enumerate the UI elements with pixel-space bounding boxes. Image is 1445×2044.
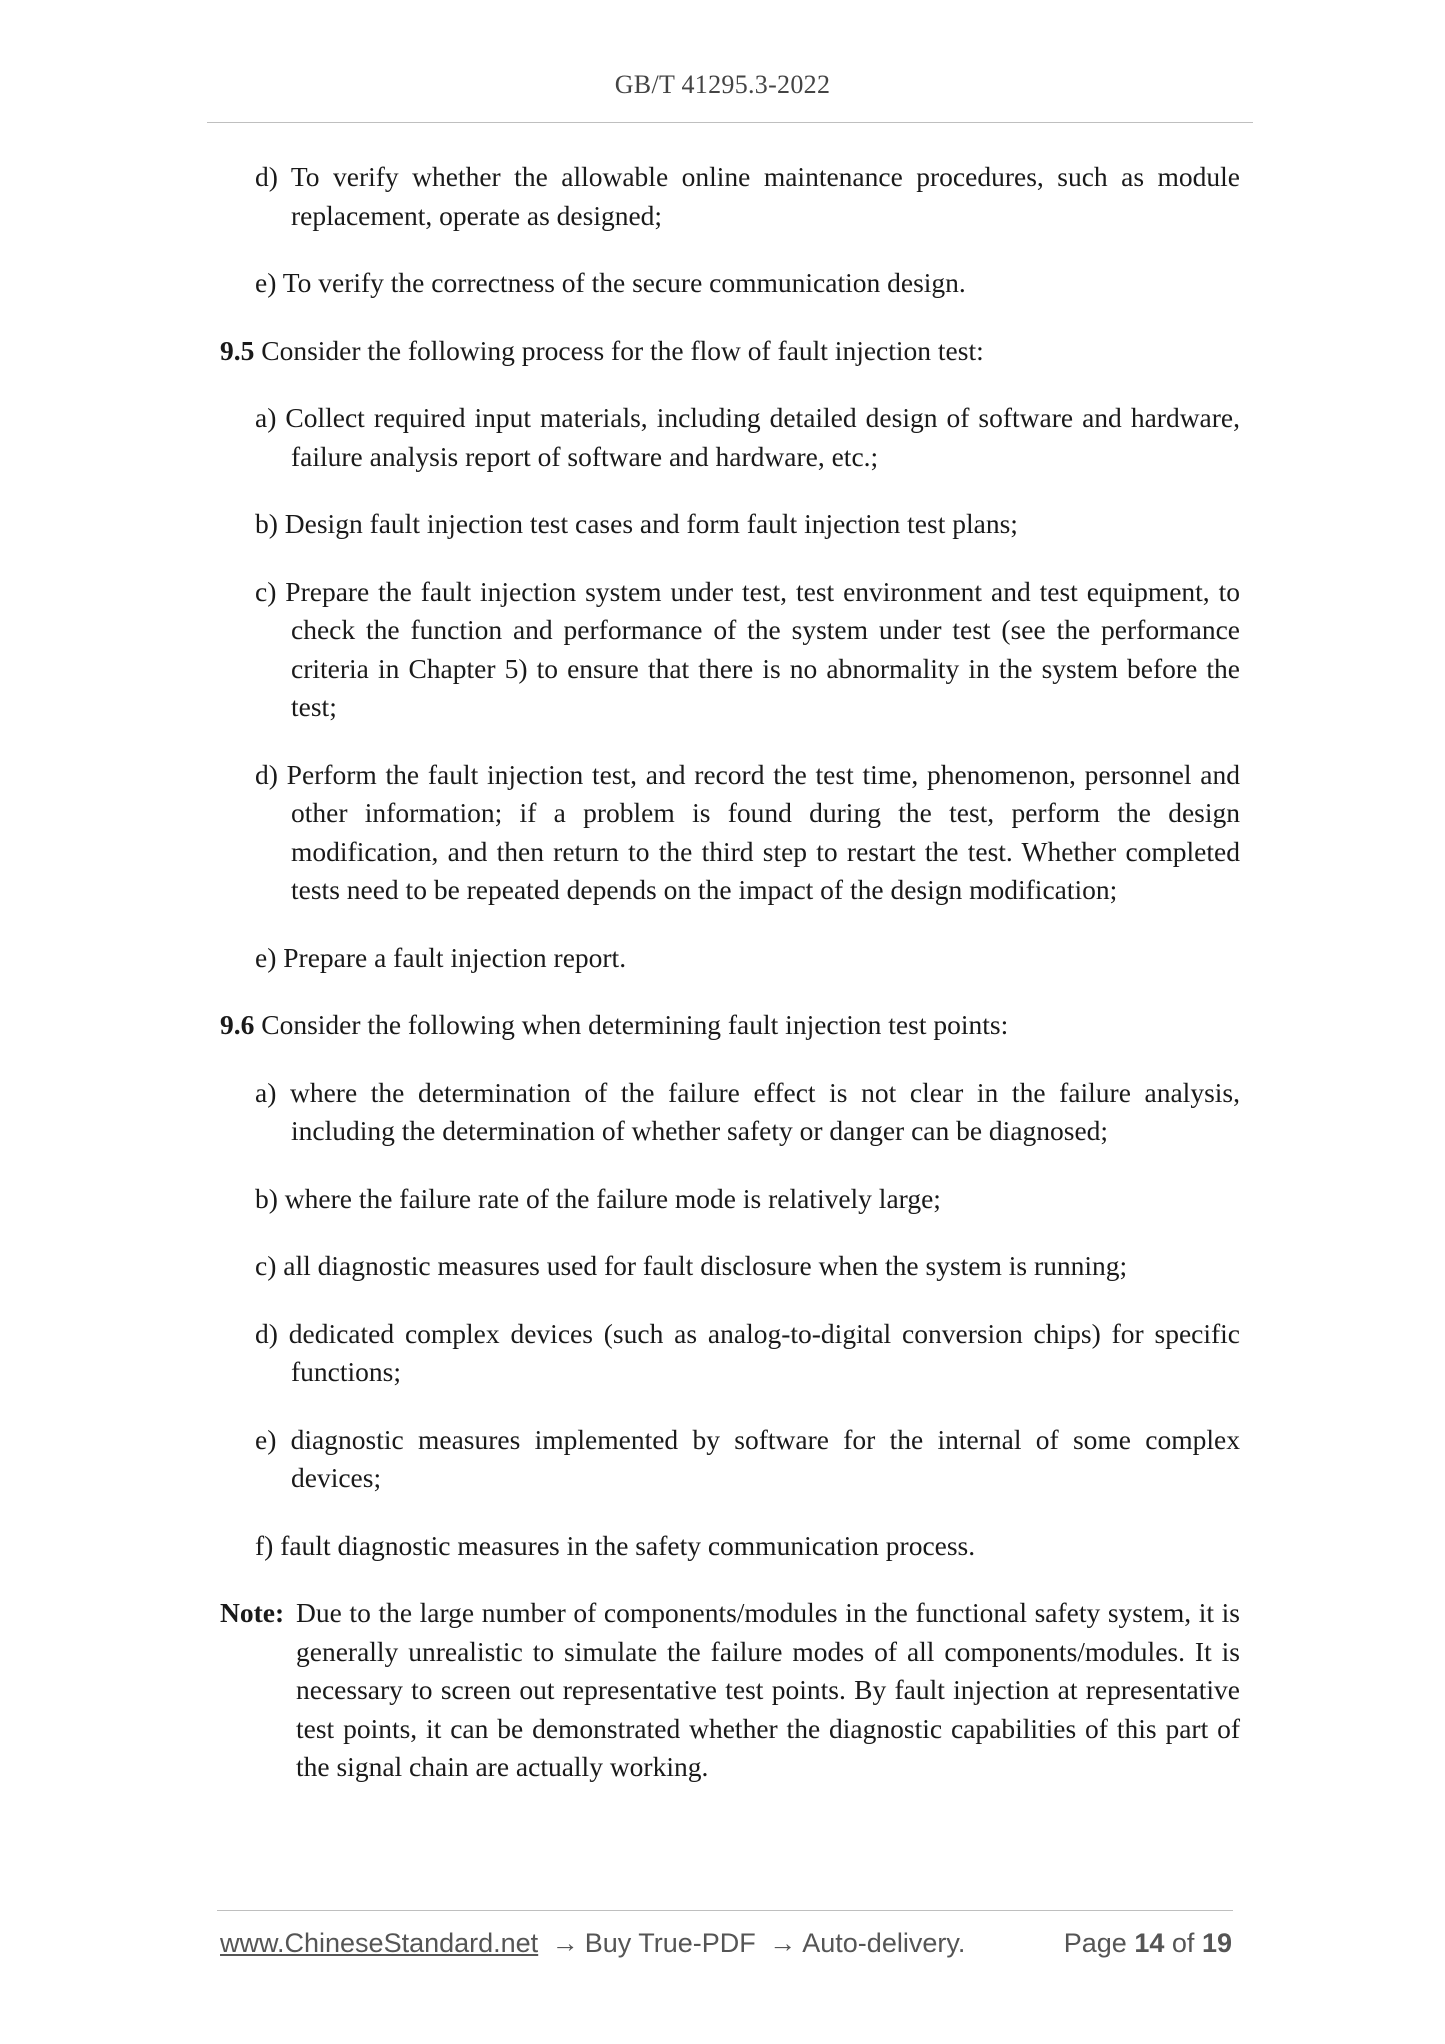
- page-label: Page: [1063, 1928, 1127, 1958]
- footer-promo: [220, 1928, 965, 1959]
- clause-text: Consider the following process for the flow of fault injection test:: [261, 334, 984, 366]
- list-item: d) To verify whether the allowable online maintenance procedures, such as module replacement, operate as designed;: [255, 161, 1240, 231]
- of-label: of: [1171, 1928, 1195, 1958]
- buy-text: Buy True-PDF: [584, 1928, 756, 1958]
- list-item: a) Collect required input materials, including detailed design of software and hardware, failure analysis report of software and hardware, etc.;: [255, 402, 1240, 472]
- clause-number: 9.5: [220, 334, 255, 366]
- list-item: b) Design fault injection test cases and form fault injection test plans;: [255, 508, 1018, 539]
- website-link[interactable]: www.ChineseStandard.net: [220, 1928, 539, 1958]
- clause-9-6-heading: [220, 1006, 1240, 1045]
- delivery-text: Auto-delivery.: [802, 1928, 966, 1958]
- list-item: d) dedicated complex devices (such as analog-to-digital conversion chips) for specific functions;: [255, 1317, 1240, 1387]
- page-indicator: [1064, 1928, 1232, 1959]
- standard-id: GB/T 41295.3-2022: [614, 70, 831, 99]
- arrow-right-icon: →: [769, 1928, 797, 1958]
- page-body: [220, 158, 1240, 1787]
- document-header: [0, 70, 1445, 100]
- list-item: e) Prepare a fault injection report.: [255, 941, 627, 973]
- list-item: e) diagnostic measures implemented by software for the internal of some complex devices;: [255, 1423, 1240, 1493]
- arrow-right-icon: →: [551, 1928, 579, 1958]
- total-pages: 19: [1201, 1928, 1232, 1958]
- list-item: e) To verify the correctness of the secure communication design.: [255, 267, 966, 298]
- list-item: d) Perform the fault injection test, and record the test time, phenomenon, personnel and other information; if a problem is found during the test, perform the design modification, and then return to the third step to restart the test. Whether completed tests need to be repeated depends on the impact of the design modification;: [255, 758, 1240, 905]
- header-divider: [207, 122, 1253, 123]
- clause-9-5-heading: [220, 332, 1240, 371]
- clause-text: Consider the following when determining fault injection test points:: [261, 1009, 1009, 1040]
- list-item: a) where the determination of the failure effect is not clear in the failure analysis, including the determination of whether safety or danger can be diagnosed;: [255, 1076, 1240, 1146]
- note-label: Note:: [220, 1597, 285, 1628]
- footer-divider: [217, 1910, 1233, 1911]
- note-block: [220, 1594, 1240, 1787]
- note-text: Due to the large number of components/modules in the functional safety system, it is generally unrealistic to simulate the failure modes of all components/modules. It is necessary to screen out representative test points. By fault injection at representative test points, it can be demonstrated whether the diagnostic capabilities of this part of the signal chain are actually working.: [296, 1597, 1240, 1782]
- page-footer: [220, 1928, 1232, 1959]
- clause-number: 9.6: [220, 1009, 255, 1040]
- page-number: 14: [1134, 1928, 1165, 1958]
- list-item: b) where the failure rate of the failure mode is relatively large;: [255, 1182, 941, 1214]
- list-item: c) Prepare the fault injection system under test, test environment and test equipment, to check the function and performance of the system under test (see the performance criteria in Chapter 5) to ensure that there is no abnormality in the system before the test;: [255, 575, 1240, 722]
- list-item: c) all diagnostic measures used for fault disclosure when the system is running;: [255, 1250, 1128, 1281]
- list-item: f) fault diagnostic measures in the safety communication process.: [255, 1529, 976, 1561]
